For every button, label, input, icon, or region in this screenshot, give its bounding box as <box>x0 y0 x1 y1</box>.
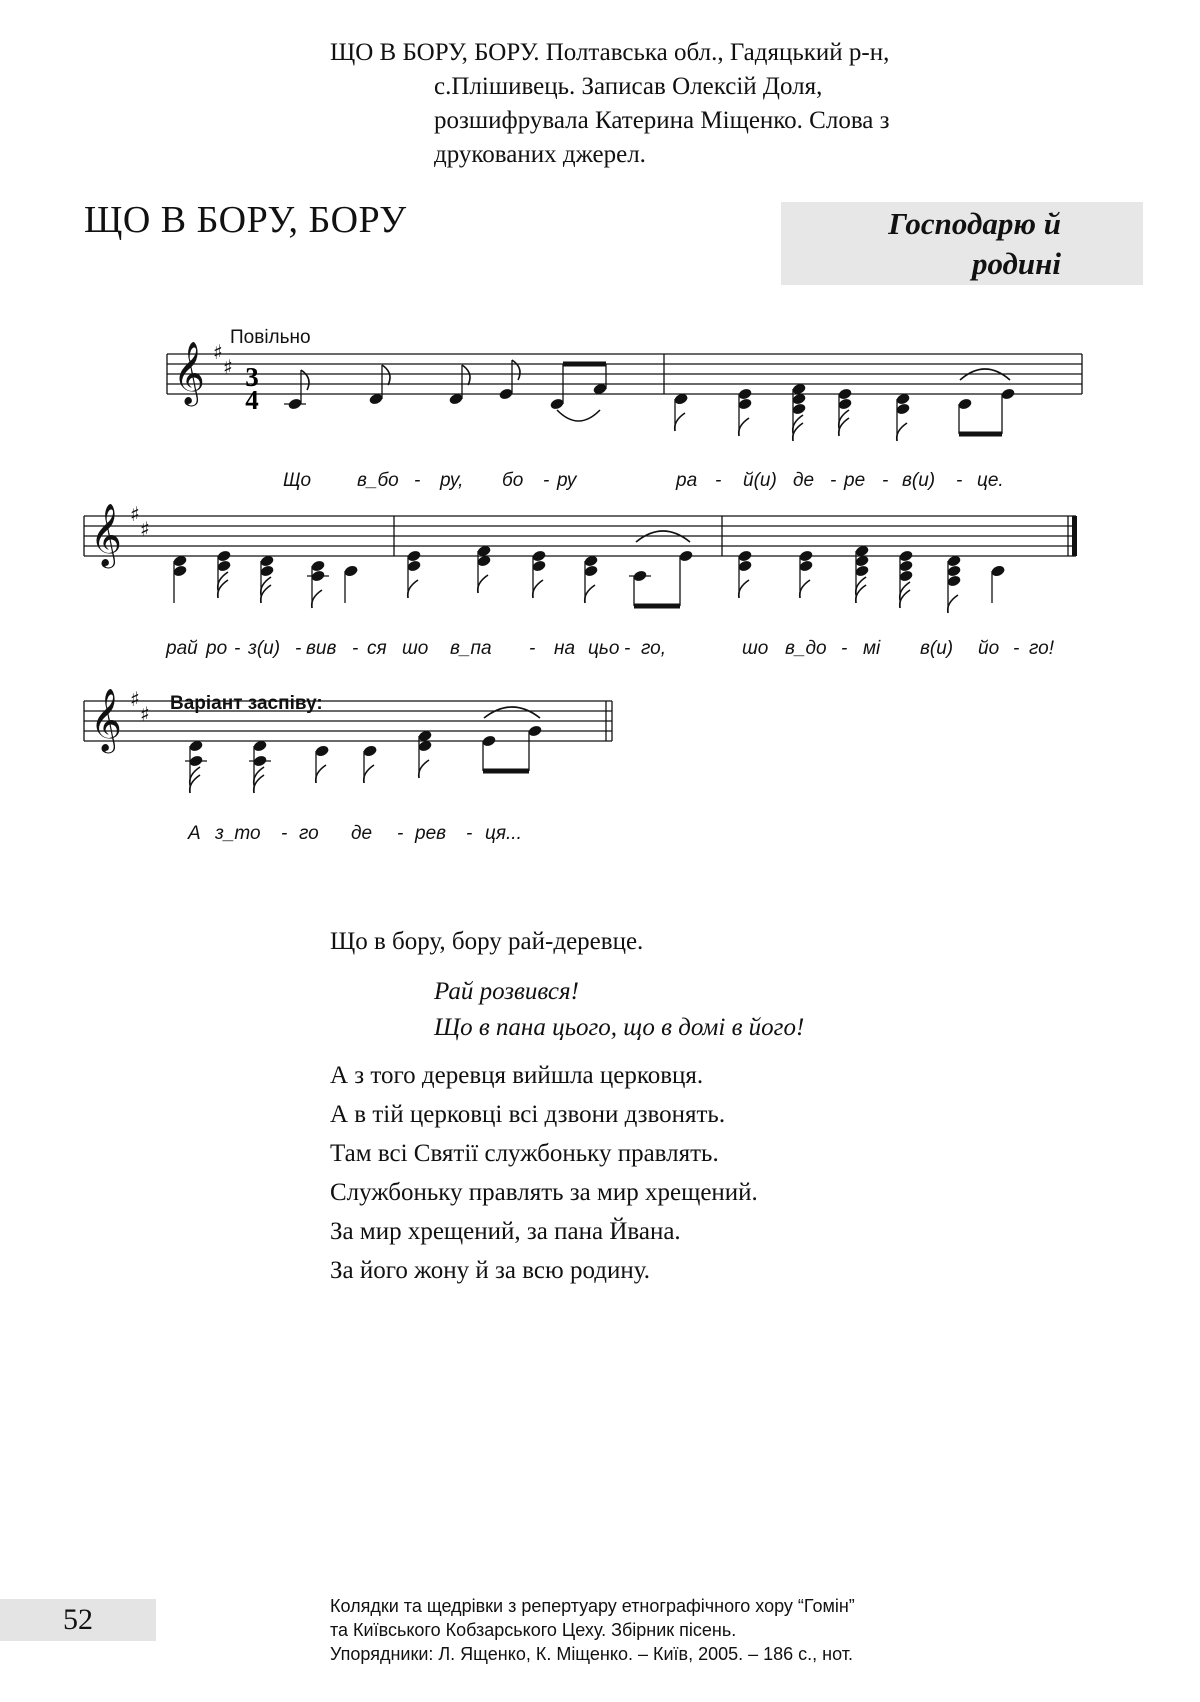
page-number: 52 <box>0 1599 156 1641</box>
lyric-hyphen: - <box>624 638 631 659</box>
lyric-syllable: й(и) <box>743 470 777 491</box>
note-flag <box>478 575 488 593</box>
lyric-syllable: де <box>351 823 373 844</box>
lyric-syllable: го, <box>641 638 667 659</box>
lyric-syllable: з_то <box>215 823 261 844</box>
verse-line: Службоньку правлять за мир хрещений. <box>330 1179 758 1206</box>
slur <box>484 707 540 718</box>
lyric-hyphen: - <box>841 638 848 659</box>
tempo-marking: Повільно <box>230 327 311 348</box>
source-note-line: с.Плішивець. Записав Олексій Доля, <box>434 73 823 100</box>
lyric-hyphen: - <box>466 823 473 844</box>
lyric-syllable: го! <box>1029 638 1055 659</box>
note-flag <box>739 418 749 436</box>
note-flag <box>533 580 543 598</box>
footer-line: Упорядники: Л. Ященко, К. Міщенко. – Київ, 2005. – 186 с., нот. <box>330 1644 853 1664</box>
lyric-syllable: де <box>793 470 815 491</box>
note-flag <box>948 595 958 613</box>
verse-line: А в тій церковці всі дзвони дзвонять. <box>330 1101 726 1128</box>
lyric-syllable: ця... <box>485 823 522 844</box>
note-flag <box>419 760 429 778</box>
note-flag <box>316 765 326 783</box>
lyric-syllable: ру <box>557 470 577 491</box>
verse-line: А з того деревця вийшла церковця. <box>330 1062 704 1089</box>
footer-line: Колядки та щедрівки з репертуару етнографічного хору “Гомін” <box>330 1596 855 1616</box>
lyric-hyphen: - <box>1013 638 1020 659</box>
lyric-syllable: мі <box>863 638 881 659</box>
note-flag <box>739 580 749 598</box>
lyric-hyphen: - <box>529 638 536 659</box>
note-flag <box>800 580 810 598</box>
verse-first: Що в бору, бору рай-деревце. <box>330 928 644 955</box>
slur <box>557 410 600 421</box>
verse-line: Там всі Святії службоньку правлять. <box>330 1140 719 1167</box>
lyric-syllable: ся <box>367 638 387 659</box>
lyric-syllable: вив <box>306 638 337 659</box>
lyric-syllable: цьо <box>588 638 620 659</box>
lyric-syllable: рай <box>166 638 198 659</box>
note-flag <box>585 585 595 603</box>
lyric-hyphen: - <box>414 470 421 491</box>
lyric-hyphen: - <box>543 470 550 491</box>
lyric-syllable: в_па <box>450 638 492 659</box>
sharp-sign: ♯ <box>140 702 150 726</box>
lyric-hyphen: - <box>295 638 302 659</box>
treble-clef: 𝄞 <box>90 688 122 751</box>
note-flag <box>408 580 418 598</box>
lyric-syllable: в(и) <box>920 638 954 659</box>
sharp-sign: ♯ <box>140 517 150 541</box>
lyric-syllable: ра <box>676 470 698 491</box>
refrain-line: Рай розвився! <box>434 978 579 1005</box>
note-flag <box>364 765 374 783</box>
category-line: родині <box>971 246 1061 281</box>
category-line: Господарю й <box>888 206 1061 241</box>
sharp-sign: ♯ <box>130 502 140 526</box>
lyric-syllable: в(и) <box>902 470 936 491</box>
note-flag <box>462 365 470 385</box>
song-title: ЩО В БОРУ, БОРУ <box>84 199 407 241</box>
time-signature-top: 3 <box>245 362 259 392</box>
note-flag <box>675 413 685 431</box>
footer-line: та Київського Кобзарського Цеху. Збірник пісень. <box>330 1620 737 1640</box>
lyric-syllable: бо <box>502 470 524 491</box>
note-flag <box>897 423 907 441</box>
treble-clef: 𝄞 <box>173 341 205 404</box>
sharp-sign: ♯ <box>223 355 233 379</box>
note-flag <box>312 590 322 608</box>
lyric-syllable: з(и) <box>248 638 281 659</box>
source-note-line: ЩО В БОРУ, БОРУ. Полтавська обл., Гадяцький р-н, <box>330 39 890 66</box>
lyric-hyphen: - <box>281 823 288 844</box>
note-flag <box>301 370 309 390</box>
lyric-hyphen: - <box>352 638 359 659</box>
lyric-syllable: ру, <box>440 470 464 491</box>
source-note-line: розшифрувала Катерина Міщенко. Слова з <box>434 107 890 134</box>
variant-label: Варіант заспіву: <box>170 693 323 714</box>
lyric-syllable: ре <box>844 470 866 491</box>
note-flag <box>512 360 520 380</box>
lyric-hyphen: - <box>956 470 963 491</box>
lyric-syllable: йо <box>978 638 1000 659</box>
final-bar <box>1072 516 1077 556</box>
verse-line: За його жону й за всю родину. <box>330 1257 650 1284</box>
source-note-line: друкованих джерел. <box>434 141 646 168</box>
lyric-syllable: рев <box>415 823 447 844</box>
lyric-syllable: в_до <box>785 638 827 659</box>
sharp-sign: ♯ <box>213 340 223 364</box>
lyric-hyphen: - <box>397 823 404 844</box>
lyric-syllable: на <box>554 638 576 659</box>
notes <box>172 360 1015 793</box>
lyric-syllable: це. <box>977 470 1004 491</box>
lyric-syllable: в_бо <box>357 470 399 491</box>
staves <box>84 340 1082 754</box>
refrain-line: Що в пана цього, що в домі в його! <box>434 1014 805 1041</box>
lyric-syllable: го <box>299 823 319 844</box>
time-signature-bottom: 4 <box>245 385 259 415</box>
verse-line: За мир хрещений, за пана Йвана. <box>330 1218 681 1245</box>
lyric-syllable: ро <box>206 638 228 659</box>
lyric-syllable: шо <box>402 638 429 659</box>
lyric-hyphen: - <box>882 470 889 491</box>
sharp-sign: ♯ <box>130 687 140 711</box>
lyric-hyphen: - <box>715 470 722 491</box>
lyric-hyphen: - <box>234 638 241 659</box>
note-flag <box>382 365 390 385</box>
footer-citation <box>330 1594 855 1666</box>
lyric-syllable: А <box>188 823 201 844</box>
lyric-syllable: Що <box>283 470 312 491</box>
lyric-syllable: шо <box>742 638 769 659</box>
treble-clef: 𝄞 <box>90 503 122 566</box>
lyric-hyphen: - <box>830 470 837 491</box>
